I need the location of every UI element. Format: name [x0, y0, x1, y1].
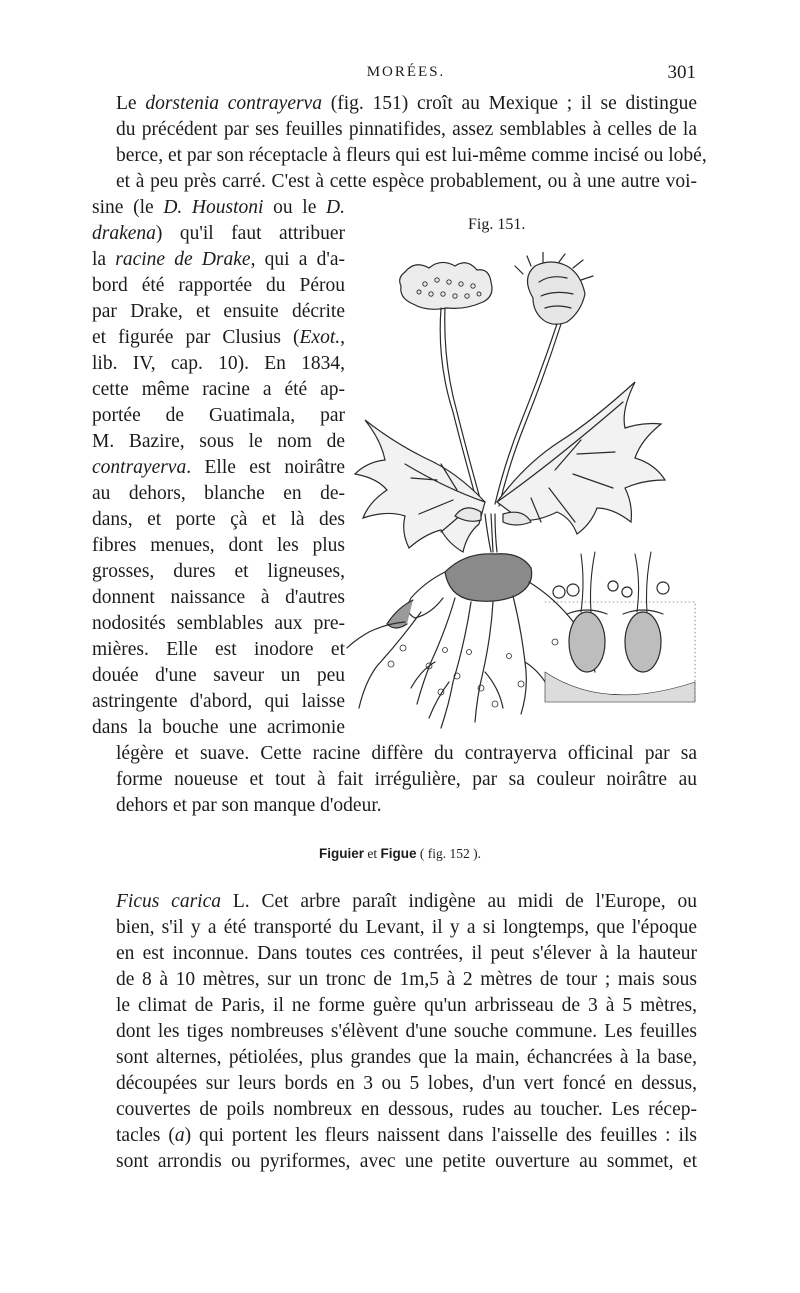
text-run: ) qui portent les fleurs naissent dans l'aisselle des feuilles : ils	[184, 1125, 697, 1146]
text-line: dont les tiges nombreuses s'élèvent d'une souche commune. Les feuilles	[116, 1021, 697, 1042]
text-line: de 8 à 10 mètres, sur un tronc de 1m,5 à 2 mètres de tour ; mais sous	[116, 969, 697, 990]
heading-run: ( fig. 152 ).	[416, 846, 481, 861]
figure-reference: a	[174, 1125, 185, 1146]
text-line: bien, s'il y a été transporté du Levant, il y a si longtemps, que l'époque	[116, 917, 697, 938]
text-run: . Elle est noirâtre	[186, 457, 345, 478]
heading-term: Figue	[380, 846, 417, 861]
text-run: ) qu'il faut attribuer	[155, 223, 345, 244]
text-line: légère et suave. Cette racine diffère du contrayerva officinal par sa	[116, 743, 697, 764]
text-line: en est inconnue. Dans toutes ces contrées, il peut s'élever à la hauteur	[116, 943, 697, 964]
text-line: astringente d'abord, qui laisse	[92, 691, 345, 712]
text-line	[92, 220, 345, 247]
text-line: dans, et porte çà et là des	[92, 509, 345, 530]
text-line	[92, 324, 345, 351]
text-run: ,	[340, 327, 345, 348]
text-run: Le	[116, 93, 146, 114]
text-line: mières. Elle est inodore et	[92, 639, 345, 660]
heading-run: et	[364, 846, 381, 861]
text-run: sine (le	[92, 197, 164, 218]
text-line	[92, 194, 345, 221]
text-run: la	[92, 249, 116, 270]
text-run: L. Cet arbre paraît indigène au midi de l'Europe, ou	[220, 891, 697, 912]
text-run: (fig. 151) croît au Mexique ; il se distingue	[321, 93, 697, 114]
text-line: portée de Guatimala, par	[92, 405, 345, 426]
text-line: donnent naissance à d'autres	[92, 587, 345, 608]
text-line	[92, 454, 345, 481]
text-line: dehors et par son manque d'odeur.	[116, 795, 382, 816]
species-name: drakena	[92, 223, 156, 244]
page-header	[116, 62, 696, 86]
section-heading	[0, 846, 800, 862]
text-line: dans la bouche une acrimonie	[92, 717, 345, 738]
text-line: berce, et par son réceptacle à fleurs qui est lui-même comme incisé ou lobé,	[116, 145, 707, 166]
page-number: 301	[667, 62, 696, 83]
running-head: MORÉES.	[366, 64, 446, 80]
text-line: sont arrondis ou pyriformes, avec une petite ouverture au sommet, et	[116, 1151, 697, 1172]
text-line: cette même racine a été ap-	[92, 379, 345, 400]
text-line	[116, 90, 697, 117]
species-name: D.	[326, 197, 345, 218]
text-line: au dehors, blanche en de-	[92, 483, 345, 504]
text-run: tacles (	[116, 1125, 175, 1146]
text-line: M. Bazire, sous le nom de	[92, 431, 345, 452]
text-line: découpées sur leurs bords en 3 ou 5 lobes, d'un vert foncé en dessus,	[116, 1073, 697, 1094]
text-line: du précédent par ses feuilles pinnatifides, assez semblables à celles de la	[116, 119, 697, 140]
text-line	[116, 888, 697, 915]
text-line: et à peu près carré. C'est à cette espèce probablement, ou à une autre voi-	[116, 171, 697, 192]
citation: Exot.	[299, 327, 341, 348]
text-line: douée d'une saveur un peu	[92, 665, 345, 686]
dorstenia-illustration	[345, 252, 705, 742]
text-line: le climat de Paris, il ne forme guère qu'un arbrisseau de 3 à 5 mètres,	[116, 995, 697, 1016]
term: racine de Drake	[115, 249, 251, 270]
text-line: nodosités semblables aux pre-	[92, 613, 345, 634]
species-name: D. Houstoni	[163, 197, 264, 218]
text-line: sont alternes, pétiolées, plus grandes que la main, échancrées à la base,	[116, 1047, 697, 1068]
text-line: fibres menues, dont les plus	[92, 535, 345, 556]
figure-label: Fig. 151.	[468, 216, 526, 233]
heading-term: Figuier	[318, 846, 364, 861]
text-line: couvertes de poils nombreux en dessous, rudes au toucher. Les récep-	[116, 1099, 697, 1120]
text-line: lib. IV, cap. 10). En 1834,	[92, 353, 345, 374]
text-line: forme noueuse et tout à fait irrégulière, par sa couleur noirâtre au	[116, 769, 697, 790]
text-line: par Drake, et ensuite décrite	[92, 301, 345, 322]
text-line: bord été rapportée du Pérou	[92, 275, 345, 296]
species-name: Ficus carica	[116, 891, 221, 912]
text-line: grosses, dures et ligneuses,	[92, 561, 345, 582]
text-run: , qui a d'a-	[250, 249, 346, 270]
text-line	[92, 246, 345, 273]
text-line	[116, 1122, 697, 1149]
text-run: et figurée par Clusius (	[92, 327, 300, 348]
text-run: ou le	[263, 197, 327, 218]
term: contrayerva	[92, 457, 187, 478]
species-name: dorstenia contrayerva	[145, 93, 322, 114]
